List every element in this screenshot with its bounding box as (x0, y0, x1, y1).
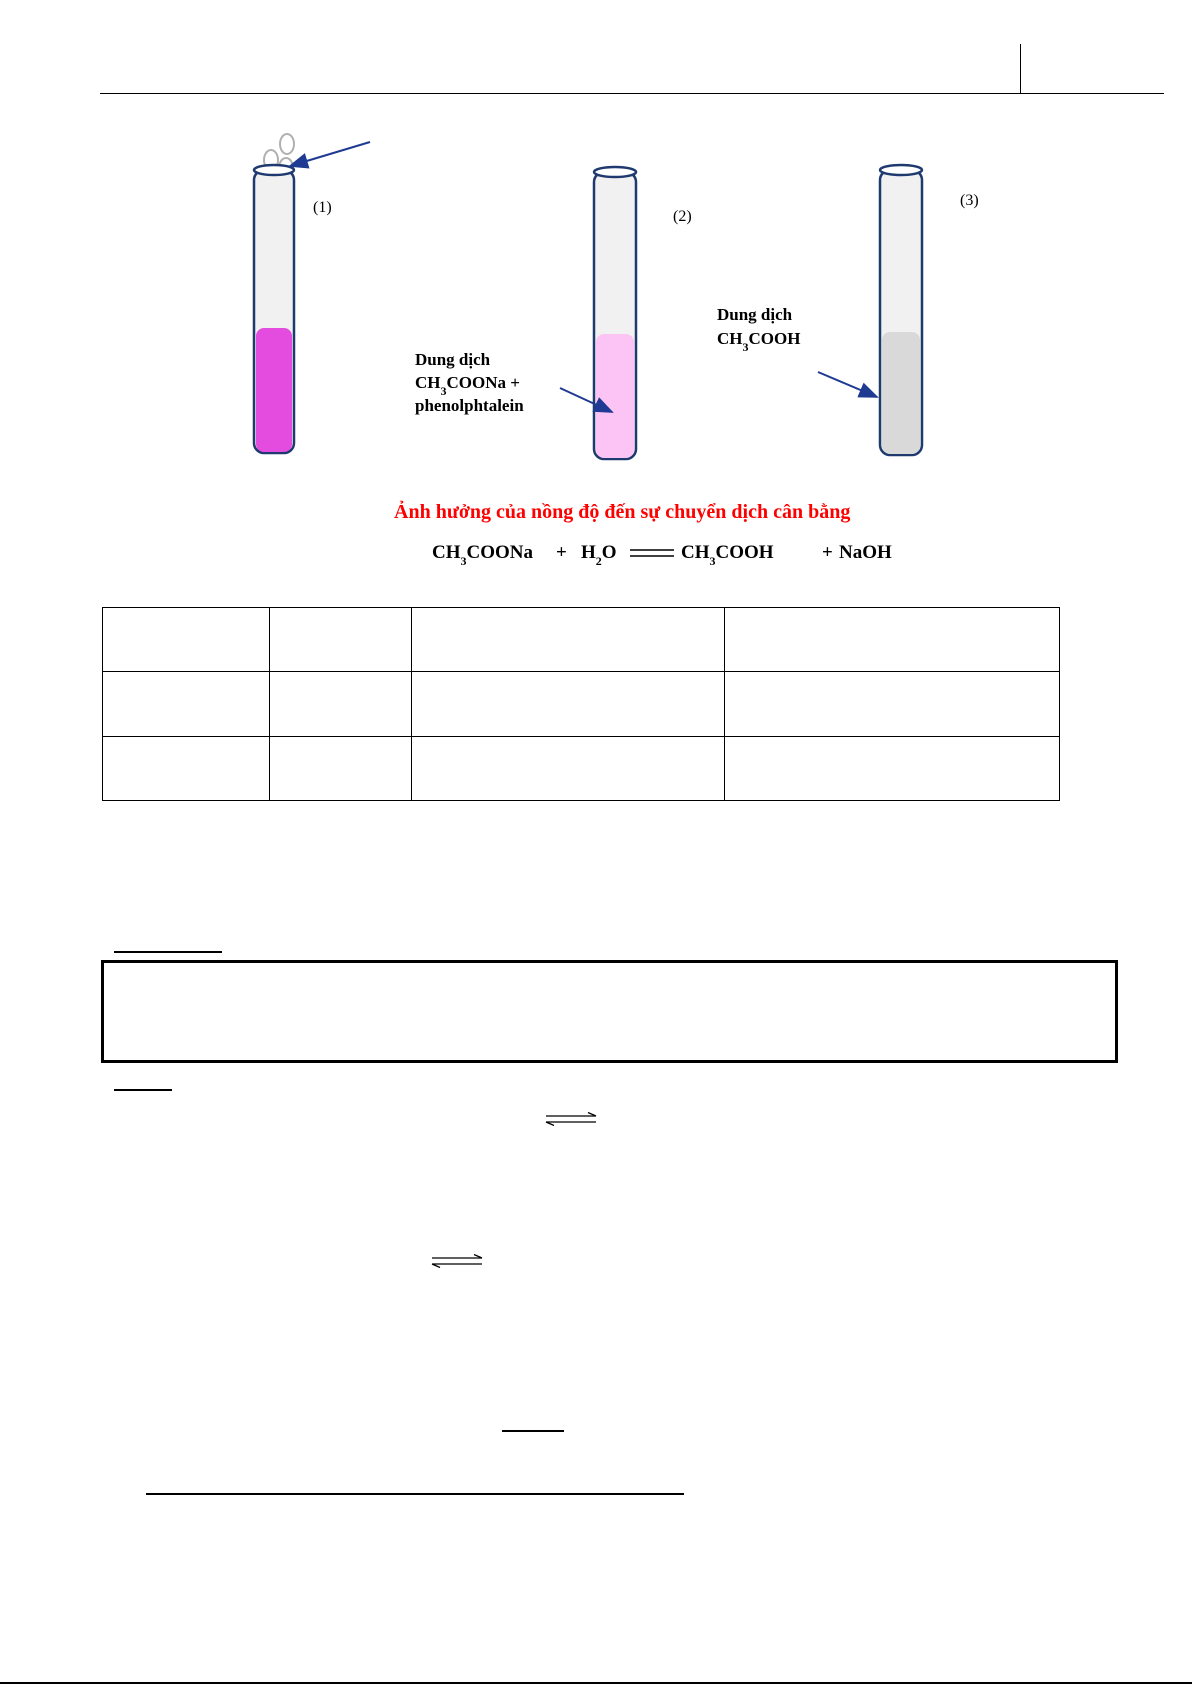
experiment-figure (0, 120, 1192, 580)
svg-text:+: + (556, 542, 567, 563)
test-tube-2 (560, 167, 692, 459)
results-table (102, 607, 1060, 801)
tube-3-label (717, 305, 800, 354)
reaction-equation (432, 542, 892, 568)
table-cell (412, 608, 725, 672)
tube-3-number: (3) (960, 192, 979, 209)
figure-caption: Ảnh hưởng của nồng độ đến sự chuyển dịch cân bằng (394, 501, 851, 523)
tube-2-number: (2) (673, 208, 692, 225)
table-cell (725, 608, 1060, 672)
page-bottom-rule (0, 1682, 1192, 1684)
answer-underline (146, 1493, 684, 1495)
table-row (103, 736, 1060, 800)
summary-box (101, 960, 1118, 1063)
tube-2-label (415, 350, 524, 415)
table-cell (103, 736, 270, 800)
tube-2-liquid (596, 334, 634, 458)
tube-2-label-line-3: phenolphtalein (415, 396, 524, 415)
equilibrium-arrow-icon (430, 1254, 484, 1268)
test-tube-3 (818, 165, 979, 455)
table-cell (270, 672, 412, 736)
equilibrium-arrow-icon (544, 1112, 598, 1126)
table-cell (270, 608, 412, 672)
fraction-bar (502, 1430, 564, 1432)
tube-2-label-line-2: $CH_3COONa$ + (415, 373, 520, 398)
header-tick (1020, 44, 1021, 94)
tube-1-number: (1) (313, 199, 332, 216)
equation-reactant-1: $CH_3COONa$ (432, 542, 533, 568)
equation-product-1: $CH_3COOH$ (681, 542, 774, 568)
svg-text:+: + (822, 542, 833, 563)
table-row (103, 608, 1060, 672)
table-cell (412, 672, 725, 736)
table-cell (725, 736, 1060, 800)
equation-product-2: NaOH (839, 542, 892, 563)
equation-reactant-2: $H_2O$ (581, 542, 617, 568)
equilibrium-arrow (630, 550, 674, 556)
table-cell (412, 736, 725, 800)
table-cell (270, 736, 412, 800)
test-tube-1 (254, 142, 370, 453)
tube-2-label-line-1: Dung dịch (415, 350, 491, 369)
header-rule (100, 93, 1164, 94)
tube-3-label-line-2: $CH_3COOH$ (717, 329, 801, 354)
tube-1-liquid (256, 328, 292, 452)
tube-3-liquid (882, 332, 920, 454)
heading-underline (114, 951, 222, 953)
section-underline (114, 1089, 172, 1091)
table-cell (103, 608, 270, 672)
table-cell (103, 672, 270, 736)
table-cell (725, 672, 1060, 736)
table-row (103, 672, 1060, 736)
tube-3-label-line-1: Dung dịch (717, 305, 793, 324)
